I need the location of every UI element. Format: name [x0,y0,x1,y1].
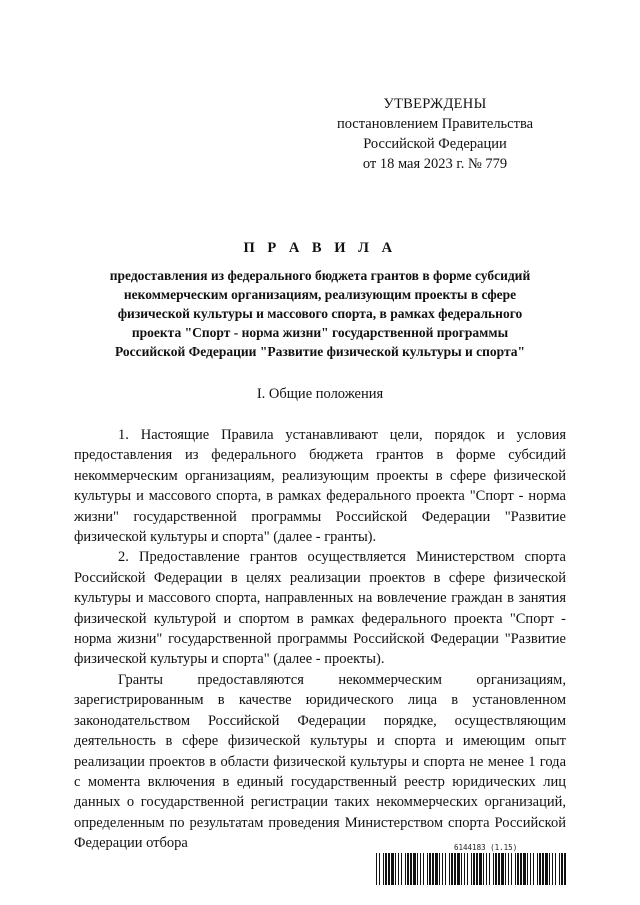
approval-line-date-number: от 18 мая 2023 г. № 779 [362,156,508,172]
subtitle-line: некоммерческим организациям, реализующим проекты в сфере [123,287,517,302]
paragraph-1: 1. Настоящие Правила устанавливают цели, порядок и условия предоставления из федерального бюджета грантов в форме субсидий некоммерческим организациям, реализующим проекты в сфере физической культуры и массового спорта, в рамках федерального проекта "Спорт - норма жизни" государственной программы Российской Федерации "Развитие физической культуры и спорта" (далее - гранты). [74,427,566,546]
approval-line-resolution: постановлением Правительства [336,116,534,132]
approval-heading: УТВЕРЖДЕНЫ [383,96,487,112]
subtitle-line: Российской Федерации "Развитие физической культуры и спорта" [114,344,526,359]
document-title: П Р А В И Л А [243,240,397,256]
document-body [74,425,566,854]
subtitle-line: физической культуры и массового спорта, в рамках федерального [117,306,523,321]
approval-block [330,94,540,174]
subtitle-line: предоставления из федерального бюджета грантов в форме субсидий [109,268,531,283]
section-heading: I. Общие положения [256,386,384,402]
document-subtitle [60,266,580,361]
approval-line-government: Российской Федерации [363,136,507,152]
barcode-icon [376,853,566,885]
subtitle-line: проекта "Спорт - норма жизни" государственной программы [131,325,509,340]
paragraph-2: 2. Предоставление грантов осуществляется Министерством спорта Российской Федерации в целях реализации проектов в сфере физической культуры и массового спорта, направленных на вовлечение граждан в занятия физической культурой и спортом в рамках федерального проекта "Спорт - норма жизни" государственной программы Российской Федерации "Развитие физической культуры и спорта" (далее - проекты). [74,549,566,668]
paragraph-3: Гранты предоставляются некоммерческим организациям, зарегистрированным в качестве юридического лица в установленном законодательством Российской Федерации порядке, осуществляющим деятельность в сфере физической культуры и спорта и имеющим опыт реализации проектов в области физической культуры и спорта не менее 1 года с момента включения в единый государственный реестр юридических лиц данных о государственной регистрации таких некоммерческих организаций, определенным по результатам проведения Министерством спорта Российской Федерации отбора [74,671,566,852]
document-stamp: 6144183 (1.15) [454,843,518,852]
